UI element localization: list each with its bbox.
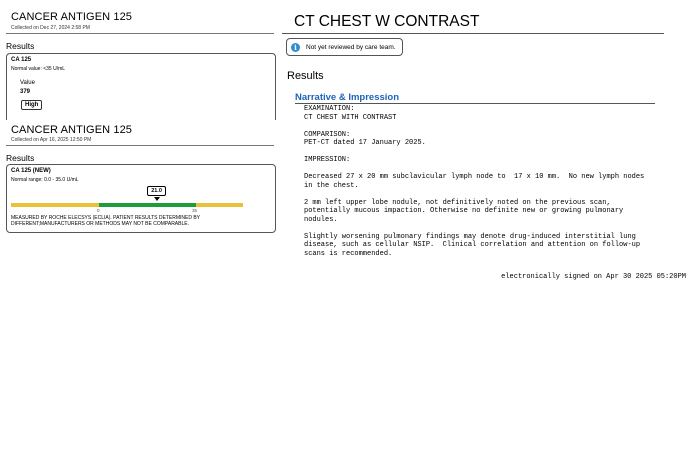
lab2-result-card — [6, 164, 276, 233]
lab2-test-name: CA 125 (NEW) — [11, 168, 51, 174]
gauge-value-label: 21.0 — [147, 186, 166, 196]
lab2-title: CANCER ANTIGEN 125 — [11, 124, 133, 136]
report-line — [304, 190, 684, 199]
lab2-method-note: MEASURED BY ROCHE ELECSYS (ECLIA). PATIENT RESULTS DETERMINED BY DIFFERENT;MANUFACTURERS OR METHODS MAY NOT BE COMPARABLE. — [11, 215, 200, 227]
report-line — [304, 224, 684, 233]
divider — [295, 103, 655, 104]
report-line — [304, 122, 684, 131]
report-line: CT CHEST WITH CONTRAST — [304, 113, 397, 122]
lab1-normal-value: Normal value: <35 U/mL — [11, 66, 66, 72]
lab1-value: 379 — [20, 89, 31, 95]
lab2-results-heading: Results — [6, 153, 35, 163]
report-line: potentially mucous impaction. Otherwise no definite new or growing pulmonary — [304, 207, 624, 215]
report-line: Decreased 27 x 20 mm subclavicular lymph node to 17 x 10 mm. No new lymph nodes — [304, 173, 645, 181]
lab2-normal-range: Normal range: 0.0 - 35.0 U/mL — [11, 177, 79, 183]
narrative-heading: Narrative & Impression — [295, 92, 400, 103]
report-line: scans is recommended. — [304, 249, 393, 258]
report-line: COMPARISON: — [304, 130, 351, 139]
report-results-heading: Results — [287, 70, 324, 82]
report-line: Slightly worsening pulmonary findings may denote drug-induced interstitial lung — [304, 232, 636, 241]
report-narrative — [304, 105, 684, 258]
range-gauge — [11, 185, 243, 211]
info-icon: i — [291, 43, 300, 52]
divider — [6, 33, 274, 34]
lab2-collected: Collected on Apr 16, 2025 12:50 PM — [11, 137, 92, 143]
gauge-below-range-bar — [11, 203, 99, 207]
gauge-normal-range-bar — [99, 203, 196, 207]
divider — [6, 145, 274, 146]
gauge-tick-min: 0 — [97, 208, 100, 213]
lab1-test-name: CA 125 — [11, 57, 32, 63]
report-line: PET-CT dated 17 January 2025. — [304, 139, 426, 147]
review-status-text: Not yet reviewed by care team. — [306, 43, 396, 51]
gauge-tick-max: 35 — [192, 208, 198, 213]
lab1-result-card — [6, 53, 276, 120]
report-line — [304, 148, 684, 157]
lab1-title: CANCER ANTIGEN 125 — [11, 11, 133, 23]
report-line — [304, 165, 684, 174]
report-line: IMPRESSION: — [304, 156, 351, 164]
report-line: disease, such as cellular NSIP. Clinical correlation and attention on follow-up — [304, 241, 641, 249]
high-flag-badge: High — [21, 100, 42, 110]
divider — [282, 33, 664, 34]
report-line: nodules. — [304, 215, 338, 224]
review-status-pill — [286, 38, 403, 56]
report-line: EXAMINATION: — [304, 105, 355, 113]
report-line: 2 mm left upper lobe nodule, not definitively noted on the previous scan, — [304, 198, 611, 207]
gauge-pointer-icon — [154, 197, 160, 201]
lab1-collected: Collected on Dec 27, 2024 2:58 PM — [11, 25, 90, 31]
lab1-results-heading: Results — [6, 41, 35, 51]
lab1-value-label: Value — [20, 80, 35, 86]
gauge-above-range-bar — [196, 203, 243, 207]
signature-line: electronically signed on Apr 30 2025 05:20PM — [501, 273, 686, 281]
report-title: CT CHEST W CONTRAST — [294, 13, 480, 30]
report-line: in the chest. — [304, 181, 359, 190]
